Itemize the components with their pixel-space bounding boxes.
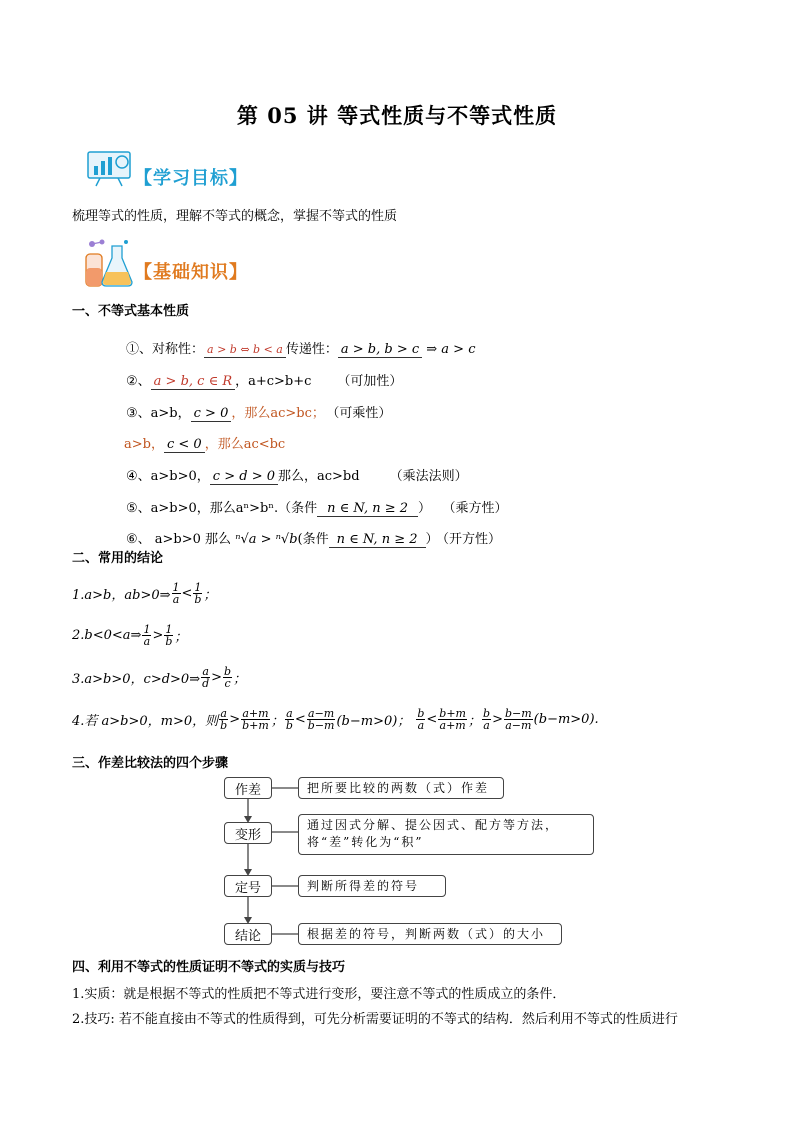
property-multiplication: ③、a>b， c > 0 ，那么ac>bc； （可乘性） (126, 406, 392, 421)
step-diff-desc: 把所要比较的两数（式）作差 (298, 777, 504, 799)
step-sign-box: 定号 (224, 875, 272, 897)
page-title: 第 05 讲 等式性质与不等式性质 (236, 103, 558, 128)
presentation-board-icon (86, 148, 136, 188)
property-root: ⑥、 a>b>0 那么 ⁿ√a > ⁿ√b(条件 n ∈ N, n ≥ 2 ） （开方性） (126, 532, 502, 547)
section1-heading: 一、不等式基本性质 (72, 304, 190, 319)
step-conclusion-desc: 根据差的符号，判断两数（式）的大小 (298, 923, 562, 945)
section4-heading: 四、利用不等式的性质证明不等式的实质与技巧 (72, 960, 346, 975)
step-diff-box: 作差 (224, 777, 272, 799)
objectives-heading: 【学习目标】 (134, 168, 248, 189)
property-multiplication-negative: a>b， c < 0 ，那么ac<bc (124, 437, 286, 452)
section2-heading: 二、常用的结论 (72, 551, 164, 566)
section3-heading: 三、作差比较法的四个步骤 (72, 756, 229, 771)
conclusion-3: 3.a>b>0，c>d>0⇒ $\frac{a}{d}$ > $\frac{b}{c}$ ； (72, 665, 247, 690)
flowchart (224, 774, 596, 946)
conclusion-4: 4.若 a>b>0，m>0，则 $\frac{a}{b}$ > $\frac{a+m}{b+m}$ ； $\frac{a}{b}$ < $\frac{a-m}{b-m}$ (b−m>0)； $\frac{b}{a}$ < $\frac{b+m}{a+m}$ ； $\frac{b}{a}$ > $\frac{b-m}{a-m}$ (b−m>0). (72, 707, 599, 732)
conclusion-2: 2.b<0<a⇒ $\frac{1}{a}$ > $\frac{1}{b}$ ； (72, 623, 188, 648)
step-sign-desc: 判断所得差的符号 (298, 875, 446, 897)
step-transform-box: 变形 (224, 822, 272, 844)
conclusion-1: 1.a>b，ab>0⇒ $\frac{1}{a}$ < $\frac{1}{b}$ ； (72, 581, 217, 606)
property-power: ⑤、a>b>0，那么aⁿ>bⁿ.（条件 n ∈ N, n ≥ 2 ） （乘方性） (126, 501, 508, 516)
property-product: ④、a>b>0， c > d > 0 那么，ac>bd （乘法法则） (126, 469, 468, 484)
property-addition: ②、 a > b, c ∈ R ，a+c>b+c （可加性） (126, 374, 403, 389)
objectives-text: 梳理等式的性质，理解不等式的概念，掌握不等式的性质 (72, 209, 398, 224)
step-conclusion-box: 结论 (224, 923, 272, 945)
section4-technique: 2.技巧: 若不能直接由不等式的性质得到，可先分析需要证明的不等式的结构．然后利用不等式的性质进行 (72, 1012, 678, 1027)
section4-essence: 1.实质：就是根据不等式的性质把不等式进行变形，要注意不等式的性质成立的条件． (72, 987, 566, 1002)
lab-flask-icon (82, 238, 136, 288)
property-symmetry: ①、对称性： a > b ⇔ b < a 传递性： a > b, b > c ⇒ a > c (126, 342, 476, 357)
step-transform-desc: 通过因式分解、提公因式、配方等方法，将“差”转化为“积” (298, 814, 594, 855)
basics-heading: 【基础知识】 (134, 262, 248, 283)
